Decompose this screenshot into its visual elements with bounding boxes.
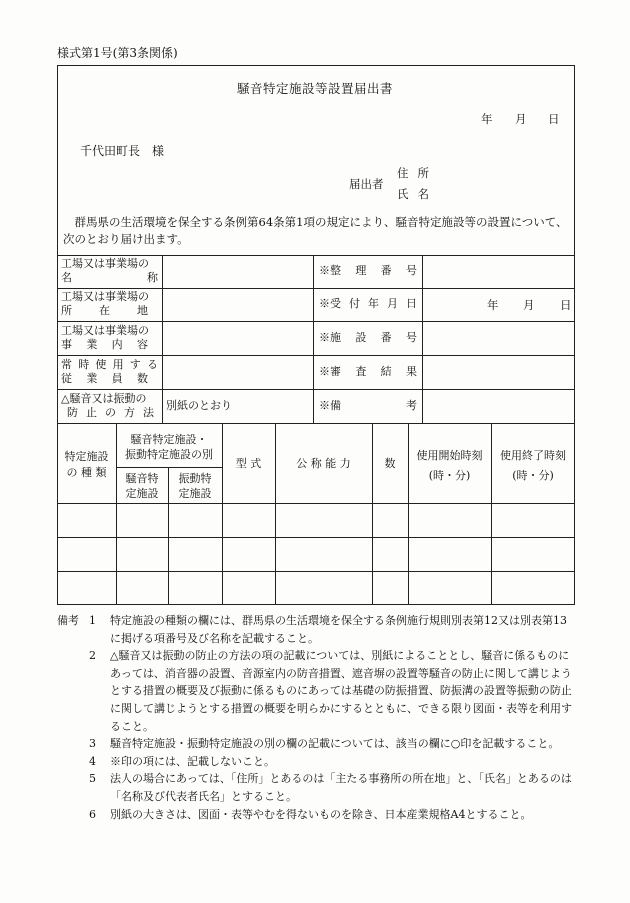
header-capacity: 公 称 能 力 — [296, 457, 351, 470]
label-business-content: 工場又は事業場の 事 業 内 容 — [61, 324, 149, 351]
note-item: 4 ※印の項には、記載しないこと。 — [89, 754, 275, 768]
header-vibration-facility: 振動特 定施設 — [178, 472, 212, 500]
note-item: 5 法人の場合にあっては、「住所」とあるのは「主たる事務所の所在地」と、「氏名」とあるのは「名称及び代表者氏名」とすること。 — [89, 772, 572, 803]
facility-name-field[interactable] — [166, 264, 309, 282]
remarks-field[interactable] — [426, 399, 571, 417]
form-title: 騒音特定施設等設置届出書 — [236, 81, 393, 96]
notes-section — [57, 612, 577, 823]
facility-row[interactable] — [58, 538, 574, 570]
label-facility-name: 工場又は事業場の 名 称 — [61, 257, 158, 284]
note-item: 3 騒音特定施設・振動特定施設の別の欄の記載については、該当の欄に○印を記載すること。 — [89, 737, 560, 751]
header-noise-vibration-kind: 騒音特定施設・ 振動特定施設の別 — [125, 433, 213, 461]
receipt-day-label: 日 — [560, 298, 572, 312]
header-count: 数 — [384, 457, 396, 470]
facility-row[interactable] — [58, 504, 574, 536]
note-item: 6 別紙の大きさは、図面・表等やむを得ないものを除き、日本産業規格A4とすること。 — [89, 807, 532, 821]
employee-count-field[interactable] — [166, 365, 309, 383]
date-month-label: 月 — [515, 112, 527, 126]
notifier-label: 届出者 — [349, 177, 384, 191]
notifier-address-label[interactable]: 住所 — [397, 166, 429, 180]
notifier-name-label[interactable]: 氏名 — [397, 187, 429, 201]
reference-number-field[interactable] — [426, 264, 571, 282]
header-facility-type: 特定施設 の 種 類 — [64, 450, 109, 479]
label-facility-number: ※施 設 番 号 — [319, 331, 417, 344]
receipt-month-label: 月 — [523, 298, 535, 312]
label-prevention-method: △騒音又は振動の 防 止 の 方 法 — [61, 392, 154, 419]
date-year-label: 年 — [481, 112, 493, 126]
label-reference-number: ※整 理 番 号 — [319, 264, 417, 277]
facility-address-field[interactable] — [166, 297, 309, 315]
prevention-method-value[interactable]: 別紙のとおり — [166, 399, 232, 412]
header-end-time: 使用終了時刻 (時・分) — [500, 449, 566, 482]
date-day-label: 日 — [548, 112, 560, 126]
header-noise-facility: 騒音特 定施設 — [125, 472, 159, 500]
intro-paragraph: 群馬県の生活環境を保全する条例第64条第1項の規定により、騒音特定施設等の設置について、次のとおり届け出ます。 — [63, 215, 568, 246]
facility-number-field[interactable] — [426, 331, 571, 349]
label-facility-address: 工場又は事業場の 所 在 地 — [61, 290, 149, 317]
facility-row[interactable] — [58, 572, 574, 603]
label-employee-count: 常 時 使 用 す る 従 業 員 数 — [61, 358, 158, 385]
note-item: 備考 1 特定施設の種類の欄には、群馬県の生活環境を保全する条例施行規則別表第12又は別表第13に掲げる項番号及び名称を記載すること。 — [57, 614, 567, 645]
receipt-year-label: 年 — [487, 298, 499, 312]
label-remarks: ※備 考 — [319, 399, 417, 412]
form-number: 様式第1号(第3条関係) — [57, 46, 178, 60]
notes-label: 備考 — [57, 614, 79, 627]
label-review-result: ※審 査 結 果 — [319, 365, 417, 378]
header-start-time: 使用開始時刻 (時・分) — [416, 449, 483, 482]
header-model: 型 式 — [235, 457, 262, 470]
review-result-field[interactable] — [426, 365, 571, 383]
note-item: 2 △騒音又は振動の防止の方法の項の記載については、別紙によることとし、騒音に係るものにあっては、消音器の設置、音源室内の防音措置、遮音塀の設置等騒音の防止に関して講じようとする措置の概要及び振動に係るものにあっては基礎の防振措置、防振溝の設置等振動の防止に関して講じようとする措置の概要を明らかにするとともに、できる限り図面・表等を利用すること。 — [89, 649, 572, 733]
label-receipt-date: ※受 付 年 月 日 — [319, 297, 417, 310]
addressee: 千代田町長 様 — [80, 144, 165, 158]
business-content-field[interactable] — [166, 331, 309, 349]
